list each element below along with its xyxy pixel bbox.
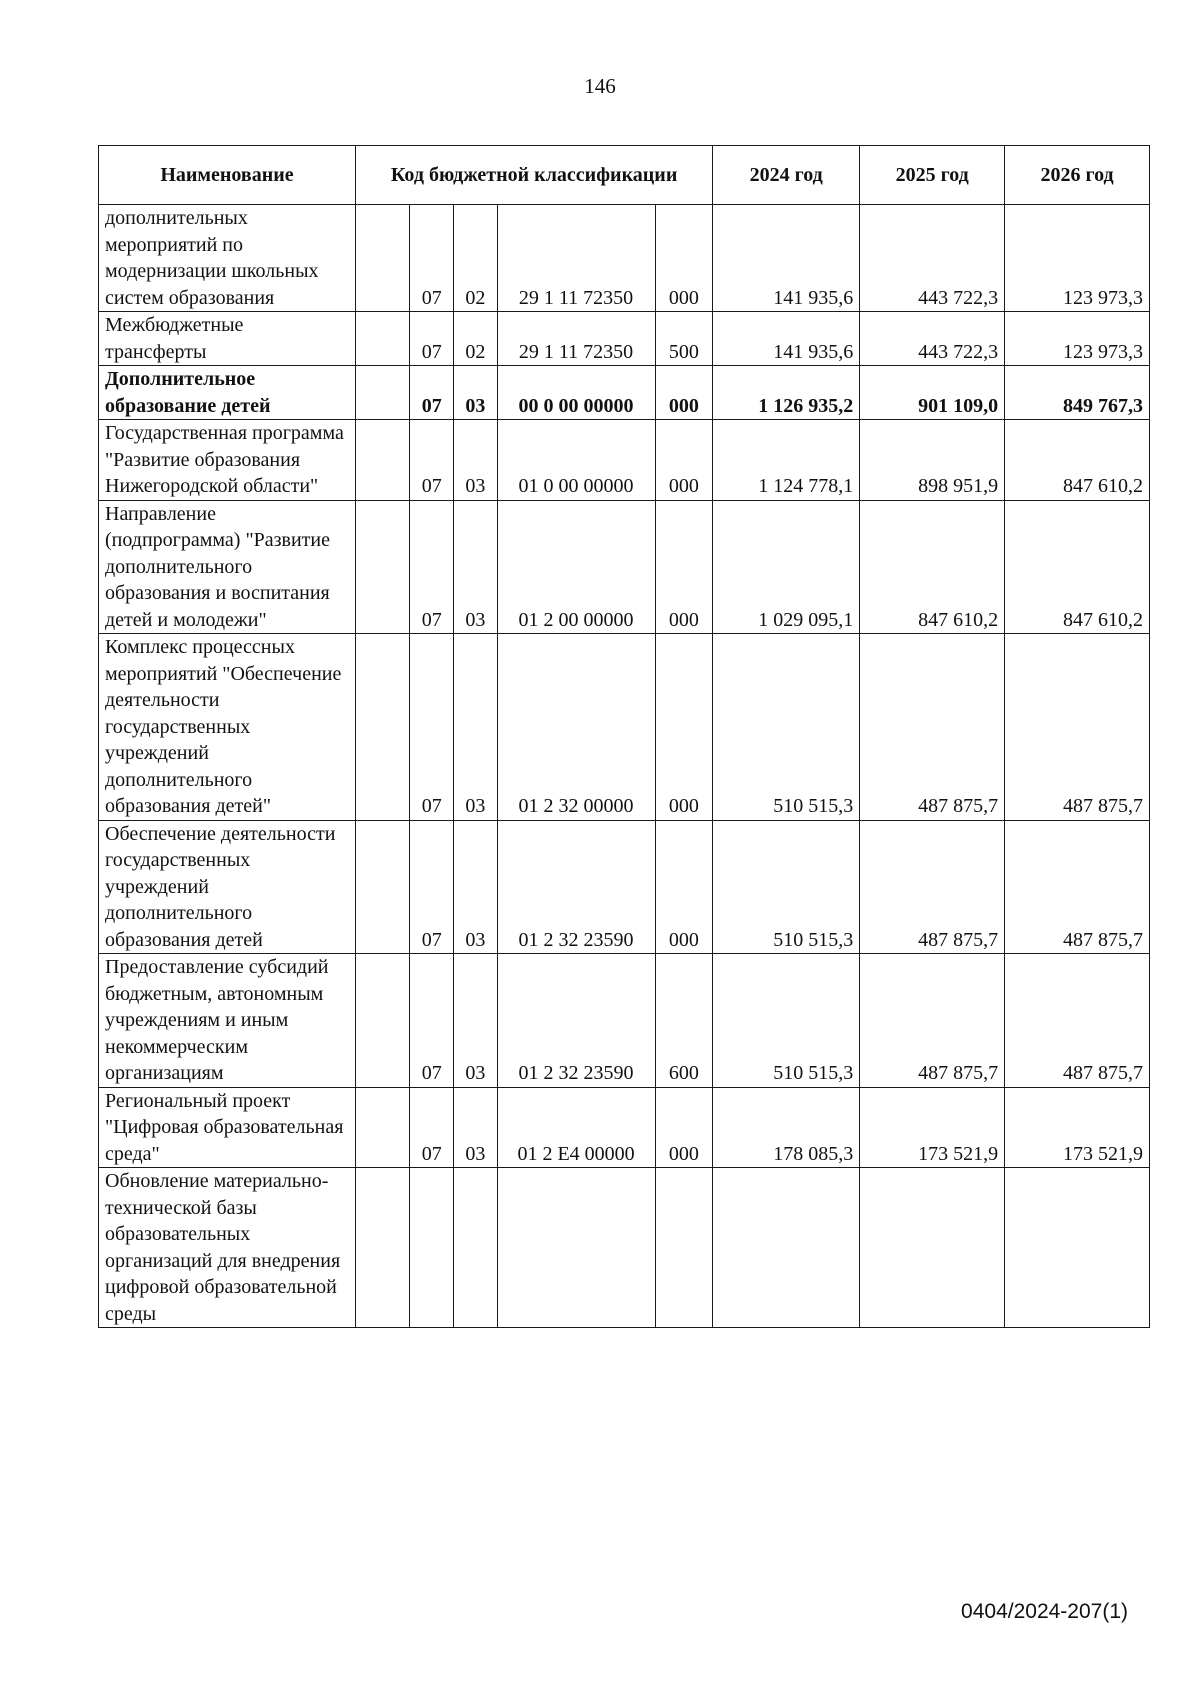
row-target-code: 01 2 32 23590	[497, 820, 655, 954]
row-expense-type-code	[655, 1168, 713, 1328]
table-row	[99, 954, 1150, 1088]
row-empty-cell	[356, 634, 410, 821]
row-value-2025: 901 109,0	[860, 366, 1005, 420]
document-code: 0404/2024-207(1)	[961, 1600, 1128, 1623]
row-subsection-code: 03	[454, 366, 498, 420]
row-empty-cell	[356, 420, 410, 501]
row-value-2024: 1 126 935,2	[713, 366, 860, 420]
row-target-code: 29 1 11 72350	[497, 205, 655, 312]
row-value-2025: 443 722,3	[860, 312, 1005, 366]
budget-table	[98, 145, 1150, 1328]
row-value-2024: 141 935,6	[713, 312, 860, 366]
row-value-2026: 123 973,3	[1005, 205, 1150, 312]
row-empty-cell	[356, 820, 410, 954]
row-subsection-code: 03	[454, 820, 498, 954]
row-target-code: 01 2 00 00000	[497, 500, 655, 634]
row-expense-type-code: 000	[655, 1087, 713, 1168]
row-subsection-code	[454, 1168, 498, 1328]
row-subsection-code: 03	[454, 500, 498, 634]
row-empty-cell	[356, 205, 410, 312]
row-target-code: 01 0 00 00000	[497, 420, 655, 501]
table-row	[99, 1168, 1150, 1328]
row-subsection-code: 03	[454, 1087, 498, 1168]
row-empty-cell	[356, 1168, 410, 1328]
row-value-2026: 487 875,7	[1005, 634, 1150, 821]
row-value-2024: 141 935,6	[713, 205, 860, 312]
row-name: Межбюджетные трансферты	[99, 312, 356, 366]
row-value-2025: 443 722,3	[860, 205, 1005, 312]
row-expense-type-code: 600	[655, 954, 713, 1088]
row-value-2026	[1005, 1168, 1150, 1328]
row-expense-type-code: 000	[655, 366, 713, 420]
row-value-2024: 510 515,3	[713, 634, 860, 821]
row-value-2026: 847 610,2	[1005, 500, 1150, 634]
table-header-row	[99, 146, 1150, 205]
row-empty-cell	[356, 312, 410, 366]
row-expense-type-code: 000	[655, 205, 713, 312]
row-section-code: 07	[410, 420, 454, 501]
row-section-code: 07	[410, 820, 454, 954]
row-section-code: 07	[410, 500, 454, 634]
row-target-code: 01 2 Е4 00000	[497, 1087, 655, 1168]
row-empty-cell	[356, 500, 410, 634]
header-2024: 2024 год	[713, 146, 860, 205]
row-section-code: 07	[410, 366, 454, 420]
row-value-2025: 487 875,7	[860, 954, 1005, 1088]
row-subsection-code: 02	[454, 205, 498, 312]
row-value-2026: 173 521,9	[1005, 1087, 1150, 1168]
row-expense-type-code: 000	[655, 420, 713, 501]
table-row	[99, 205, 1150, 312]
row-value-2026: 123 973,3	[1005, 312, 1150, 366]
table-row	[99, 420, 1150, 501]
table-row	[99, 500, 1150, 634]
row-subsection-code: 03	[454, 954, 498, 1088]
row-value-2025: 173 521,9	[860, 1087, 1005, 1168]
row-value-2026: 487 875,7	[1005, 954, 1150, 1088]
table-row	[99, 366, 1150, 420]
row-subsection-code: 02	[454, 312, 498, 366]
header-code: Код бюджетной классификации	[356, 146, 713, 205]
row-section-code	[410, 1168, 454, 1328]
row-target-code: 29 1 11 72350	[497, 312, 655, 366]
row-value-2024: 510 515,3	[713, 954, 860, 1088]
table-row	[99, 312, 1150, 366]
row-target-code: 00 0 00 00000	[497, 366, 655, 420]
row-expense-type-code: 500	[655, 312, 713, 366]
row-target-code	[497, 1168, 655, 1328]
row-value-2025: 898 951,9	[860, 420, 1005, 501]
row-section-code: 07	[410, 1087, 454, 1168]
table-row	[99, 634, 1150, 821]
row-value-2024: 1 029 095,1	[713, 500, 860, 634]
table-row	[99, 1087, 1150, 1168]
row-name: дополнительных мероприятий по модернизации школьных систем образования	[99, 205, 356, 312]
row-section-code: 07	[410, 634, 454, 821]
row-name: Направление (подпрограмма) "Развитие дополнительного образования и воспитания детей и молодежи"	[99, 500, 356, 634]
row-expense-type-code: 000	[655, 820, 713, 954]
header-name: Наименование	[99, 146, 356, 205]
row-name: Комплекс процессных мероприятий "Обеспечение деятельности государственных учреждений дополнительного образования детей"	[99, 634, 356, 821]
row-section-code: 07	[410, 312, 454, 366]
row-subsection-code: 03	[454, 634, 498, 821]
row-name: Обновление материально-технической базы образовательных организаций для внедрения цифровой образовательной среды	[99, 1168, 356, 1328]
row-value-2024	[713, 1168, 860, 1328]
row-value-2025: 487 875,7	[860, 820, 1005, 954]
row-value-2025: 487 875,7	[860, 634, 1005, 821]
row-section-code: 07	[410, 205, 454, 312]
row-empty-cell	[356, 1087, 410, 1168]
row-value-2024: 1 124 778,1	[713, 420, 860, 501]
row-subsection-code: 03	[454, 420, 498, 501]
header-2026: 2026 год	[1005, 146, 1150, 205]
row-value-2026: 849 767,3	[1005, 366, 1150, 420]
row-target-code: 01 2 32 23590	[497, 954, 655, 1088]
row-value-2025: 847 610,2	[860, 500, 1005, 634]
row-section-code: 07	[410, 954, 454, 1088]
row-name: Региональный проект "Цифровая образовательная среда"	[99, 1087, 356, 1168]
row-empty-cell	[356, 954, 410, 1088]
row-value-2024: 510 515,3	[713, 820, 860, 954]
row-value-2026: 487 875,7	[1005, 820, 1150, 954]
header-2025: 2025 год	[860, 146, 1005, 205]
row-value-2026: 847 610,2	[1005, 420, 1150, 501]
row-expense-type-code: 000	[655, 634, 713, 821]
row-name: Предоставление субсидий бюджетным, автономным учреждениям и иным некоммерческим организациям	[99, 954, 356, 1088]
row-name: Государственная программа "Развитие образования Нижегородской области"	[99, 420, 356, 501]
row-target-code: 01 2 32 00000	[497, 634, 655, 821]
page-number: 146	[584, 74, 616, 98]
row-name: Обеспечение деятельности государственных учреждений дополнительного образования детей	[99, 820, 356, 954]
table-body	[99, 205, 1150, 1328]
row-value-2025	[860, 1168, 1005, 1328]
row-expense-type-code: 000	[655, 500, 713, 634]
table-row	[99, 820, 1150, 954]
row-value-2024: 178 085,3	[713, 1087, 860, 1168]
row-empty-cell	[356, 366, 410, 420]
row-name: Дополнительное образование детей	[99, 366, 356, 420]
